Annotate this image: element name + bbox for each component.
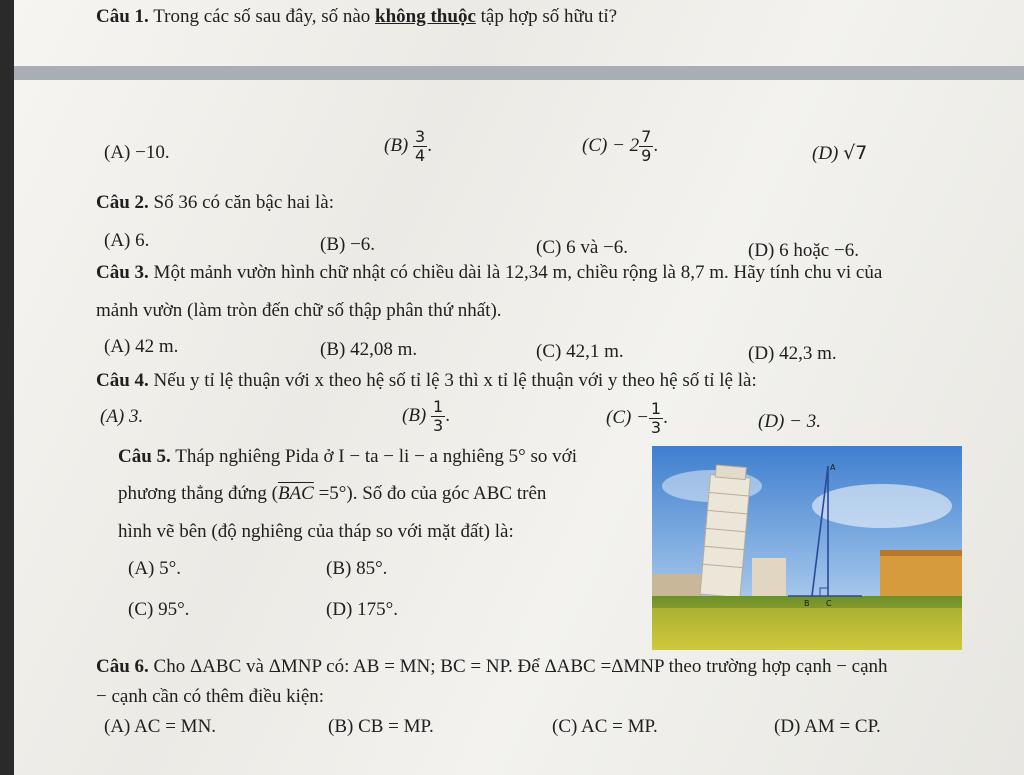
q6-option-b[interactable]: (B) CB = MP.: [328, 716, 434, 737]
leaning-tower-illustration: [652, 446, 962, 650]
q4-option-b-label: (B): [402, 404, 427, 426]
q5-option-a[interactable]: (A) 5°.: [128, 558, 181, 579]
flowers: [652, 608, 962, 650]
q4-option-b[interactable]: (B) $\frac{1}{3}$ .: [402, 397, 450, 435]
leaning-tower-figure: [652, 446, 962, 650]
q4-option-c-label: (C) −: [606, 406, 649, 428]
fraction-numerator: 1: [433, 397, 444, 416]
question-5-line2: [118, 483, 546, 505]
q3-option-d[interactable]: (D) 42,3 m.: [748, 343, 837, 364]
vertex-label-b: B: [804, 599, 810, 608]
q1-option-b[interactable]: (B) $\frac{3}{4}$ .: [384, 127, 432, 165]
page-edge: [0, 0, 14, 775]
fraction-denominator: 3: [433, 416, 444, 435]
q3-option-c[interactable]: (C) 42,1 m.: [536, 341, 624, 362]
question-3-text-line2: mảnh vườn (làm tròn đến chữ số thập phân thứ nhất).: [96, 300, 502, 321]
q5-option-d[interactable]: (D) 175°.: [326, 599, 398, 620]
question-5-text-line2-start: phương thẳng đứng (: [118, 483, 278, 504]
question-4: [96, 370, 757, 392]
question-5-text: Tháp nghiêng Pida ở I − ta − li − a nghiêng 5° so với: [175, 446, 578, 467]
question-6-text-line2: − cạnh cần có thêm điều kiện:: [96, 686, 325, 707]
fraction-denominator: 4: [415, 146, 426, 165]
angle-notation: $\overline{BAC}$: [277, 483, 314, 504]
q4-option-b-fraction: [431, 398, 445, 435]
q1-option-d[interactable]: [812, 142, 867, 165]
question-2: [96, 192, 334, 214]
question-1-emphasis: không thuộc: [375, 6, 476, 27]
q1-option-c-label: (C) − 2: [582, 134, 640, 156]
question-6-text: Cho ΔABC và ΔMNP có: AB = MN; BC = NP. Để ΔABC =ΔMNP theo trường hợp cạnh − cạnh: [153, 656, 888, 677]
vertex-label-a: A: [830, 463, 836, 472]
question-4-label: Câu 4.: [96, 370, 149, 391]
q4-option-d[interactable]: (D) − 3.: [758, 411, 821, 432]
q2-option-b[interactable]: (B) −6.: [320, 234, 376, 255]
q2-option-d[interactable]: (D) 6 hoặc −6.: [748, 240, 859, 261]
fraction-numerator: 1: [650, 399, 662, 418]
cloud: [812, 484, 952, 528]
q1-option-b-fraction: [413, 128, 427, 165]
question-3-label: Câu 3.: [96, 262, 149, 283]
fraction-denominator: 9: [641, 146, 652, 165]
q4-option-a[interactable]: (A) 3.: [100, 406, 144, 427]
q3-option-a[interactable]: (A) 42 m.: [104, 336, 179, 357]
building: [652, 574, 702, 596]
question-2-text: Số 36 có căn bậc hai là:: [153, 192, 334, 213]
question-5-text-line3: hình vẽ bên (độ nghiêng của tháp so với mặt đất) là:: [118, 521, 514, 542]
building: [752, 558, 786, 596]
fraction-numerator: 7: [641, 127, 652, 146]
q4-option-c[interactable]: (C) − $\frac{1}{3}$ .: [606, 399, 668, 437]
question-5-label: Câu 5.: [118, 446, 171, 467]
question-1-text: Trong các số sau đây, số nào: [153, 6, 376, 27]
q5-option-c[interactable]: (C) 95°.: [128, 599, 190, 620]
q1-option-c[interactable]: (C) − 2 $\frac{7}{9}$ .: [582, 127, 659, 165]
question-3: [96, 262, 882, 284]
q6-option-a[interactable]: (A) AC = MN.: [104, 716, 217, 737]
question-1-text-end: tập hợp số hữu tỉ?: [475, 6, 618, 27]
header-divider: [14, 66, 1024, 80]
question-5-text-line2-end: =5°). Số đo của góc ABC trên: [313, 483, 547, 504]
question-3-text: Một mảnh vườn hình chữ nhật có chiều dài là 12,34 m, chiều rộng là 8,7 m. Hãy tính chu vi của: [153, 262, 883, 283]
fraction-numerator: 3: [415, 127, 426, 146]
q5-option-b[interactable]: (B) 85°.: [326, 558, 388, 579]
question-1-label: Câu 1.: [96, 6, 149, 27]
q6-option-c[interactable]: (C) AC = MP.: [552, 716, 658, 737]
q3-option-b[interactable]: (B) 42,08 m.: [320, 339, 418, 360]
q1-option-b-label: (B): [384, 134, 409, 156]
building: [880, 556, 962, 596]
q1-option-c-fraction: [639, 128, 653, 165]
fraction-denominator: 3: [650, 418, 662, 437]
q1-option-d-value: √7: [843, 142, 868, 164]
question-6-label: Câu 6.: [96, 656, 149, 677]
vertex-label-c: C: [826, 599, 832, 608]
q1-option-a[interactable]: (A) −10.: [104, 142, 170, 163]
question-6: [96, 656, 888, 678]
q2-option-c[interactable]: (C) 6 và −6.: [536, 237, 628, 258]
question-5: [118, 446, 577, 468]
question-1: [96, 6, 617, 28]
question-2-label: Câu 2.: [96, 192, 149, 213]
q6-option-d[interactable]: (D) AM = CP.: [774, 716, 881, 737]
q4-option-c-fraction: [649, 400, 663, 437]
q2-option-a[interactable]: (A) 6.: [104, 230, 150, 251]
question-4-text: Nếu y tỉ lệ thuận với x theo hệ số tỉ lệ 3 thì x tỉ lệ thuận với y theo hệ số tỉ lệ là:: [153, 370, 757, 391]
q1-option-d-label: (D): [812, 143, 839, 164]
